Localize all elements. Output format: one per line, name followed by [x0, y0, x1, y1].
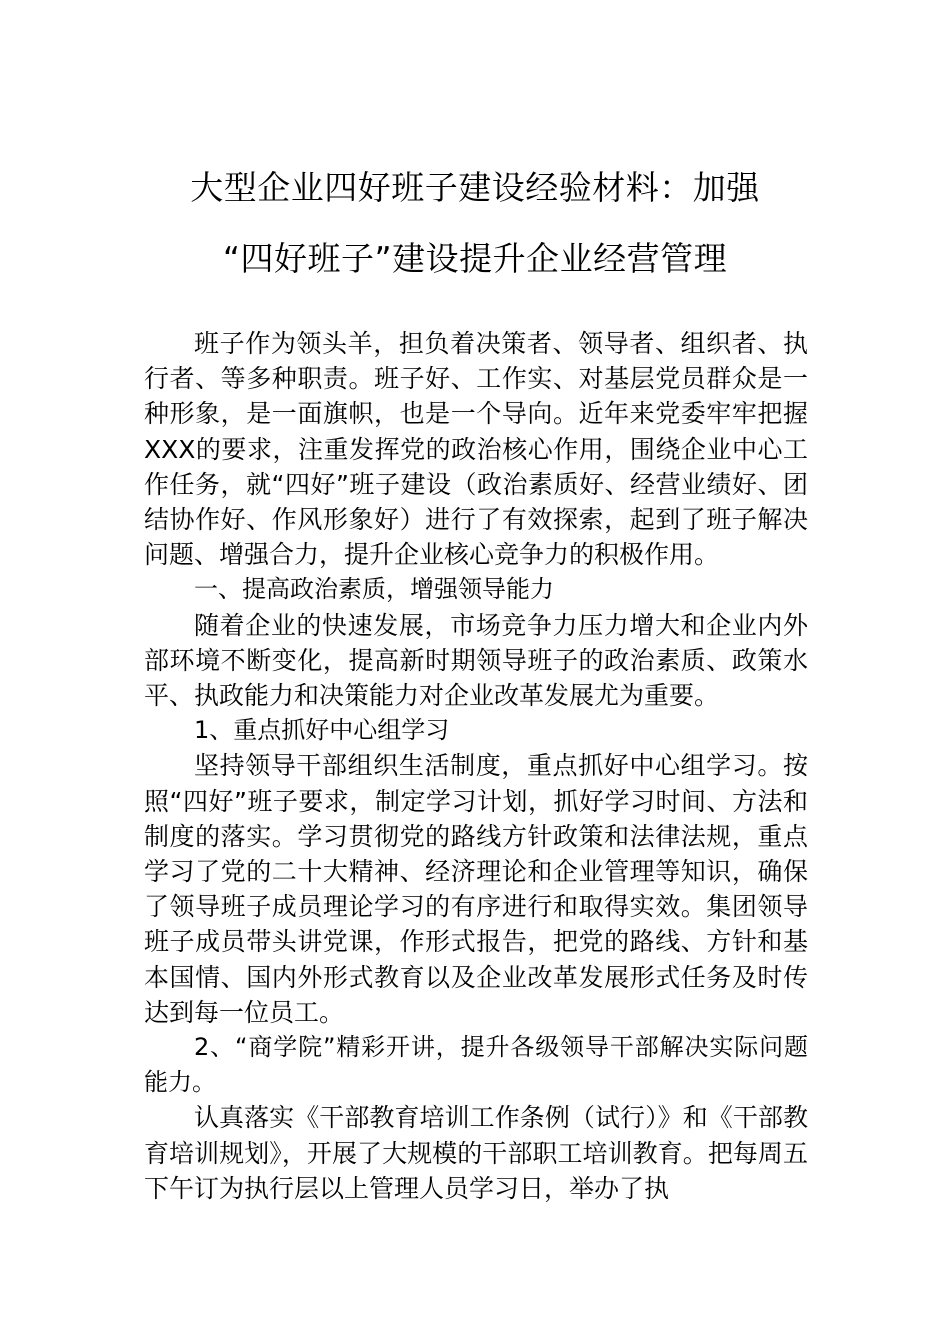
paragraph-intro: 班子作为领头羊，担负着决策者、领导者、组织者、执行者、等多种职责。班子好、工作实、对基层党员群众是一种形象，是一面旗帜，也是一个导向。近年来党委牢牢把握XXX的要求，注重发挥党的政治核心作用，围绕企业中心工作任务，就“四好”班子建设（政治素质好、经营业绩好、团结协作好、作风形象好）进行了有效探索，起到了班子解决问题、增强合力，提升企业核心竞争力的积极作用。 [144, 329, 808, 570]
subsection-heading-1: 1、重点抓好中心组学习 [194, 716, 450, 745]
paragraph-subsection-1: 坚持领导干部组织生活制度，重点抓好中心组学习。按照“四好”班子要求，制定学习计划，抓好学习时间、方法和制度的落实。学习贯彻党的路线方针政策和法律法规，重点学习了党的二十大精神、经济理论和企业管理等知识，确保了领导班子成员理论学习的有序进行和取得实效。集团领导班子成员带头讲党课，作形式报告，把党的路线、方针和基本国情、国内外形式教育以及企业改革发展形式任务及时传达到每一位员工。 [144, 751, 808, 1027]
subsection-heading-2: 2、“商学院”精彩开讲，提升各级领导干部解决实际问题能力。 [144, 1033, 808, 1097]
document-title-line-1: 大型企业四好班子建设经验材料：加强 [190, 168, 760, 207]
document-body [144, 326, 808, 1206]
section-heading-1: 一、提高政治素质，增强领导能力 [194, 575, 554, 604]
paragraph-subsection-2: 认真落实《干部教育培训工作条例（试行）》和《干部教育培训规划》，开展了大规模的干部职工培训教育。把每周五下午订为执行层以上管理人员学习日，举办了执 [144, 1103, 808, 1203]
paragraph-section-1: 随着企业的快速发展，市场竞争力压力增大和企业内外部环境不断变化，提高新时期领导班子的政治素质、政策水平、执政能力和决策能力对企业改革发展尤为重要。 [144, 610, 808, 711]
document-title-line-2: “四好班子”建设提升企业经营管理 [222, 239, 728, 278]
